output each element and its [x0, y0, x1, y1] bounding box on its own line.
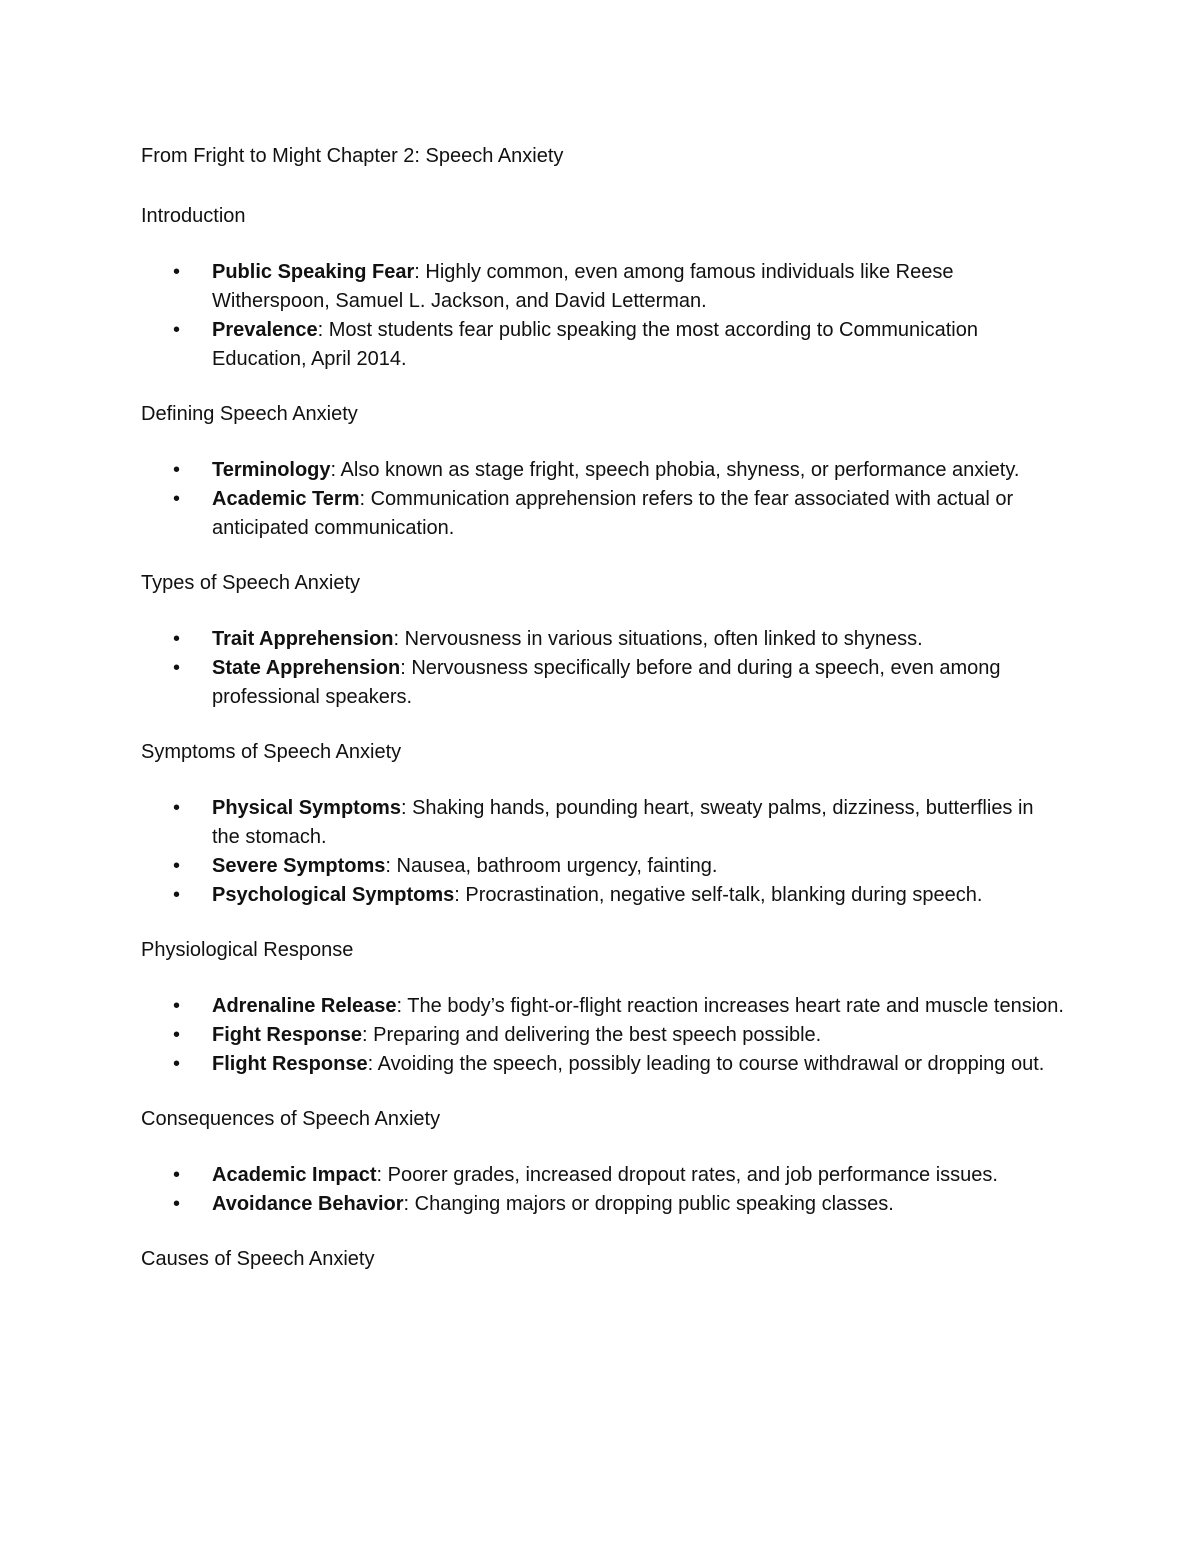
bullet-list	[141, 992, 1066, 1079]
bullet-list	[141, 258, 1066, 374]
list-item	[141, 485, 1066, 543]
item-text: The body’s fight-or-flight reaction increases heart rate and muscle tension.	[407, 995, 1064, 1017]
bullet-icon: •	[173, 628, 181, 650]
item-text: Changing majors or dropping public speaking classes.	[414, 1193, 894, 1215]
item-term: Terminology	[212, 459, 331, 481]
bullet-list	[141, 1161, 1066, 1219]
item-text: Also known as stage fright, speech phobia, shyness, or performance anxiety.	[340, 459, 1020, 481]
bullet-list	[141, 625, 1066, 712]
item-term: Fight Response	[212, 1024, 363, 1046]
item-separator: :	[362, 1024, 374, 1046]
section-heading: Defining Speech Anxiety	[141, 403, 358, 425]
section-heading: Causes of Speech Anxiety	[141, 1248, 375, 1270]
item-text: Nausea, bathroom urgency, fainting.	[396, 855, 718, 877]
bullet-icon: •	[173, 797, 181, 819]
item-separator: :	[367, 1053, 378, 1075]
document-title: From Fright to Might Chapter 2: Speech Anxiety	[141, 145, 564, 167]
item-text: Preparing and delivering the best speech possible.	[373, 1024, 822, 1046]
item-term: Adrenaline Release	[212, 995, 397, 1017]
list-item	[141, 794, 1066, 852]
section-heading: Physiological Response	[141, 939, 354, 961]
bullet-icon: •	[173, 995, 181, 1017]
list-item	[141, 992, 1066, 1021]
bullet-icon: •	[173, 261, 181, 283]
bullet-icon: •	[173, 319, 181, 341]
item-term: Physical Symptoms	[212, 797, 401, 819]
list-item	[141, 456, 1066, 485]
item-text: Avoiding the speech, possibly leading to course withdrawal or dropping out.	[377, 1053, 1045, 1075]
list-item	[141, 258, 1066, 316]
item-separator: :	[400, 657, 412, 679]
document-body	[141, 142, 1066, 1301]
sections-container	[141, 202, 1066, 1274]
item-term: Psychological Symptoms	[212, 884, 455, 906]
item-term: State Apprehension	[212, 657, 401, 679]
item-text: Poorer grades, increased dropout rates, and job performance issues.	[387, 1164, 998, 1186]
item-term: Avoidance Behavior	[212, 1193, 404, 1215]
section-heading: Introduction	[141, 205, 246, 227]
bullet-list	[141, 456, 1066, 543]
item-text: Nervousness in various situations, often linked to shyness.	[404, 628, 923, 650]
bullet-icon: •	[173, 1053, 181, 1075]
list-item	[141, 1021, 1066, 1050]
item-text: Communication apprehension refers to the fear associated with actual or anticipated communication.	[212, 488, 1014, 539]
item-separator: :	[414, 261, 426, 283]
item-text: Highly common, even among famous individuals like Reese Witherspoon, Samuel L. Jackson, and David Letterman.	[212, 261, 954, 312]
item-separator: :	[396, 995, 408, 1017]
item-term: Public Speaking Fear	[212, 261, 415, 283]
item-text: Nervousness specifically before and during a speech, even among professional speakers.	[212, 657, 1001, 708]
item-text: Procrastination, negative self-talk, blanking during speech.	[465, 884, 983, 906]
item-term: Trait Apprehension	[212, 628, 394, 650]
item-separator: :	[385, 855, 397, 877]
list-item	[141, 881, 1066, 910]
item-separator: :	[330, 459, 341, 481]
item-term: Prevalence	[212, 319, 318, 341]
section-heading: Types of Speech Anxiety	[141, 572, 361, 594]
list-item	[141, 654, 1066, 712]
bullet-list	[141, 794, 1066, 910]
item-separator: :	[376, 1164, 388, 1186]
item-separator: :	[400, 797, 413, 819]
list-item	[141, 1050, 1066, 1079]
bullet-icon: •	[173, 488, 181, 510]
list-item	[141, 852, 1066, 881]
item-term: Severe Symptoms	[212, 855, 386, 877]
item-text: Shaking hands, pounding heart, sweaty palms, dizziness, butterflies in the stomach.	[212, 797, 1034, 848]
bullet-icon: •	[173, 459, 181, 481]
item-term: Academic Term	[212, 488, 360, 510]
item-separator: :	[403, 1193, 415, 1215]
list-item	[141, 1161, 1066, 1190]
item-text: Most students fear public speaking the most according to Communication Education, April 2014.	[212, 319, 978, 370]
bullet-icon: •	[173, 657, 181, 679]
item-separator: :	[454, 884, 466, 906]
bullet-icon: •	[173, 855, 181, 877]
list-item	[141, 316, 1066, 374]
item-term: Flight Response	[212, 1053, 368, 1075]
item-separator: :	[317, 319, 329, 341]
section-heading: Symptoms of Speech Anxiety	[141, 741, 402, 763]
list-item	[141, 625, 1066, 654]
bullet-icon: •	[173, 1193, 181, 1215]
item-separator: :	[393, 628, 405, 650]
bullet-icon: •	[173, 884, 181, 906]
bullet-icon: •	[173, 1024, 181, 1046]
list-item	[141, 1190, 1066, 1219]
item-term: Academic Impact	[212, 1164, 377, 1186]
section-heading: Consequences of Speech Anxiety	[141, 1108, 441, 1130]
item-separator: :	[359, 488, 371, 510]
bullet-icon: •	[173, 1164, 181, 1186]
